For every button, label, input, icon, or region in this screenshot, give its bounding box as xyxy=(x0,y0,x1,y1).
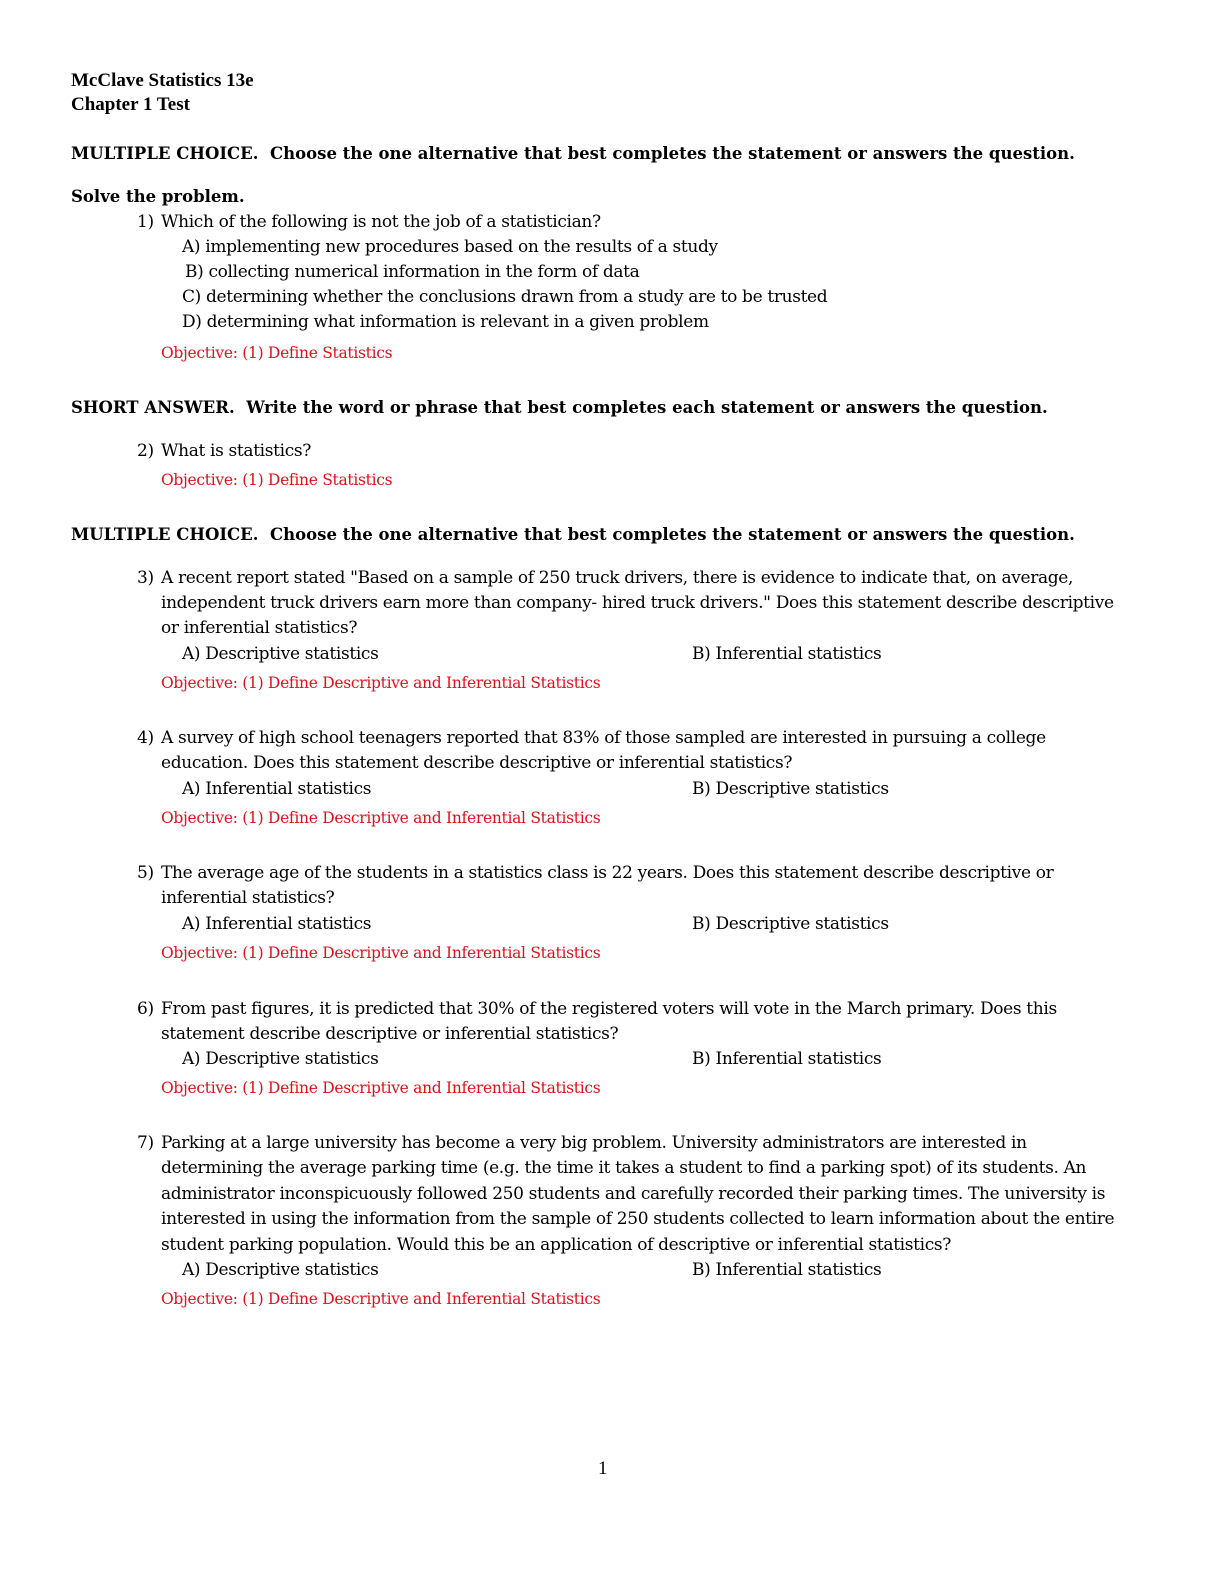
answer-option: B) Inferential statistics xyxy=(692,1049,882,1069)
section-label: MULTIPLE CHOICE. xyxy=(71,525,259,544)
question-text: What is statistics? xyxy=(161,441,312,461)
question-text: statement describe descriptive or inferential statistics? xyxy=(161,1024,619,1044)
page-number: 1 xyxy=(598,1458,608,1479)
document-subtitle: Chapter 1 Test xyxy=(71,94,190,115)
question-number: 6) xyxy=(137,999,154,1019)
document-title: McClave Statistics 13e xyxy=(71,70,254,91)
answer-option: A) implementing new procedures based on the results of a study xyxy=(182,237,718,257)
section-header-mc2 xyxy=(71,525,1075,544)
question-text: inferential statistics? xyxy=(161,888,335,908)
section-label: MULTIPLE CHOICE. xyxy=(71,144,259,163)
section-header-mc1 xyxy=(71,144,1075,163)
question-text: administrator inconspicuously followed 250 students and carefully recorded their parking times. The university is xyxy=(161,1184,1106,1204)
question-text: or inferential statistics? xyxy=(161,618,358,638)
answer-option: B) Inferential statistics xyxy=(692,1260,882,1280)
answer-option: A) Descriptive statistics xyxy=(182,1260,379,1280)
answer-option: A) Descriptive statistics xyxy=(182,644,379,664)
question-text: independent truck drivers earn more than company- hired truck drivers." Does this statement describe descriptive xyxy=(161,593,1114,613)
question-text: A survey of high school teenagers reported that 83% of those sampled are interested in pursuing a college xyxy=(161,728,1046,748)
answer-option: B) Descriptive statistics xyxy=(692,914,889,934)
answer-option: A) Inferential statistics xyxy=(182,779,372,799)
question-text: From past figures, it is predicted that 30% of the registered voters will vote in the March primary. Does this xyxy=(161,999,1057,1019)
answer-option: A) Descriptive statistics xyxy=(182,1049,379,1069)
section-label: SHORT ANSWER. xyxy=(71,398,235,417)
objective-text: Objective: (1) Define Descriptive and Inferential Statistics xyxy=(161,944,601,962)
section-instructions: Choose the one alternative that best completes the statement or answers the question. xyxy=(270,525,1075,544)
section-instructions: Write the word or phrase that best completes each statement or answers the question. xyxy=(246,398,1048,417)
objective-text: Objective: (1) Define Statistics xyxy=(161,344,393,362)
objective-text: Objective: (1) Define Descriptive and Inferential Statistics xyxy=(161,1079,601,1097)
question-number: 1) xyxy=(137,212,154,232)
answer-option: D) determining what information is relevant in a given problem xyxy=(182,312,709,332)
question-text: education. Does this statement describe descriptive or inferential statistics? xyxy=(161,753,793,773)
question-text: Which of the following is not the job of a statistician? xyxy=(161,212,601,232)
question-text: The average age of the students in a statistics class is 22 years. Does this statement describe descriptive or xyxy=(161,863,1054,883)
answer-option: B) Descriptive statistics xyxy=(692,779,889,799)
question-number: 4) xyxy=(137,728,154,748)
section-header-sa xyxy=(71,398,1048,417)
question-text: student parking population. Would this be an application of descriptive or inferential statistics? xyxy=(161,1235,952,1255)
question-text: determining the average parking time (e.g. the time it takes a student to find a parking spot) of its students. An xyxy=(161,1158,1087,1178)
objective-text: Objective: (1) Define Descriptive and Inferential Statistics xyxy=(161,1290,601,1308)
objective-text: Objective: (1) Define Descriptive and Inferential Statistics xyxy=(161,809,601,827)
section-instructions: Choose the one alternative that best completes the statement or answers the question. xyxy=(270,144,1075,163)
solve-heading: Solve the problem. xyxy=(71,187,245,206)
question-number: 5) xyxy=(137,863,154,883)
question-text: interested in using the information from the sample of 250 students collected to learn information about the entire xyxy=(161,1209,1115,1229)
objective-text: Objective: (1) Define Statistics xyxy=(161,471,393,489)
question-text: Parking at a large university has become a very big problem. University administrators are interested in xyxy=(161,1133,1027,1153)
objective-text: Objective: (1) Define Descriptive and Inferential Statistics xyxy=(161,674,601,692)
answer-option: B) Inferential statistics xyxy=(692,644,882,664)
question-number: 2) xyxy=(137,441,154,461)
answer-option: C) determining whether the conclusions drawn from a study are to be trusted xyxy=(182,287,828,307)
answer-option: B) collecting numerical information in the form of data xyxy=(185,262,640,282)
question-number: 3) xyxy=(137,568,154,588)
answer-option: A) Inferential statistics xyxy=(182,914,372,934)
question-number: 7) xyxy=(137,1133,154,1153)
question-text: A recent report stated "Based on a sample of 250 truck drivers, there is evidence to indicate that, on average, xyxy=(161,568,1074,588)
